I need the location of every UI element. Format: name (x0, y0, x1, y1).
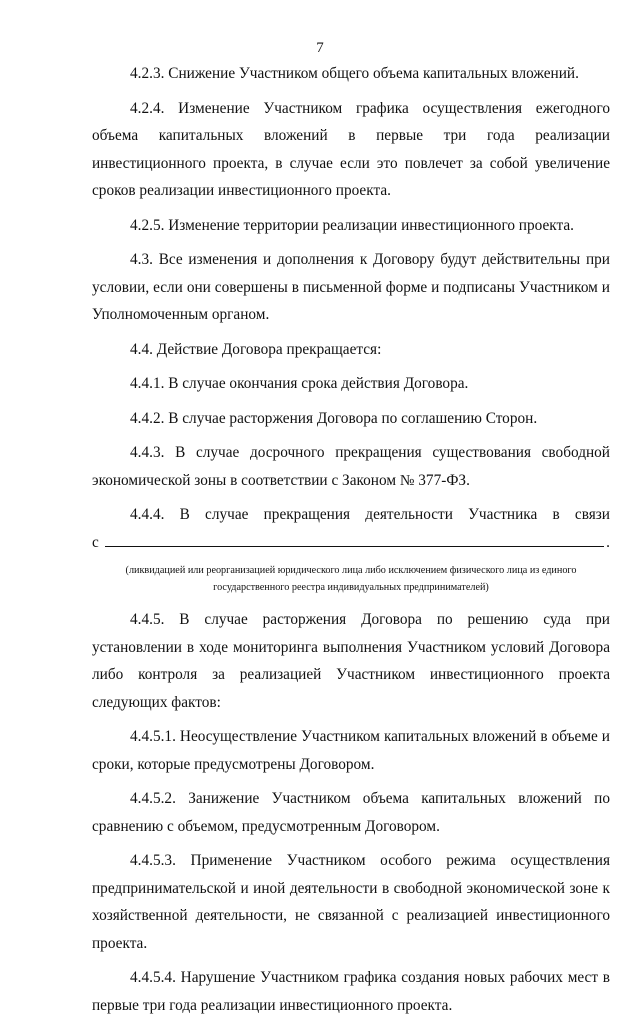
page-number: 7 (316, 40, 324, 56)
fill-in-footnote: (ликвидацией или реорганизацией юридического лица либо исключением физического лица из единого государственного реестра индивидуальных предпринимателей) (125, 565, 577, 593)
paragraph-4-4-4: 4.4.4. В случае прекращения деятельности Участника в связи (130, 506, 610, 523)
fill-in-suffix: . (606, 533, 610, 551)
document-body (92, 60, 610, 1026)
paragraph-4-3: 4.3. Все изменения и дополнения к Договору будут действительны при условии, если они совершены в письменной форме и подписаны Участником и Уполномоченным органом. (92, 251, 610, 323)
paragraph-4-4-1: 4.4.1. В случае окончания срока действия Договора. (130, 375, 469, 392)
paragraph-4-4-5-4: 4.4.5.4. Нарушение Участником графика создания новых рабочих мест в первые три года реализации инвестиционного проекта. (92, 969, 610, 1014)
paragraph-4-4-5-2: 4.4.5.2. Занижение Участником объема капитальных вложений по сравнению с объемом, предусмотренным Договором. (92, 790, 610, 835)
paragraph-4-4: 4.4. Действие Договора прекращается: (130, 340, 382, 358)
paragraph-4-4-2: 4.4.2. В случае расторжения Договора по соглашению Сторон. (130, 409, 538, 427)
paragraph-4-2-3: 4.2.3. Снижение Участником общего объема капитальных вложений. (130, 65, 579, 82)
paragraph-4-2-4: 4.2.4. Изменение Участником графика осуществления ежегодного объема капитальных вложений в первые три года реализации инвестиционного проекта, в случае если это повлечет за собой увеличение сроков реализации инвестиционного проекта. (92, 99, 610, 199)
paragraph-4-4-5-3: 4.4.5.3. Применение Участником особого режима осуществления предпринимательской и иной деятельности в свободной экономической зоне к хозяйственной деятельности, не связанной с реализацией инвестиционного проекта. (92, 852, 610, 952)
paragraph-4-4-5: 4.4.5. В случае расторжения Договора по решению суда при установлении в ходе мониторинга выполнения Участником условий Договора либо контроля за реализацией Участником инвестиционного проекта следующих фактов: (92, 611, 610, 711)
fill-in-blank (105, 529, 604, 547)
fill-in-prefix: с (92, 533, 99, 551)
fill-in-line (92, 529, 610, 557)
paragraph-4-4-5-1: 4.4.5.1. Неосуществление Участником капитальных вложений в объеме и сроки, которые предусмотрены Договором. (92, 728, 610, 773)
paragraph-4-2-5: 4.2.5. Изменение территории реализации инвестиционного проекта. (130, 216, 574, 234)
paragraph-4-4-3: 4.4.3. В случае досрочного прекращения существования свободной экономической зоны в соответствии с Законом № 377-ФЗ. (92, 444, 610, 489)
